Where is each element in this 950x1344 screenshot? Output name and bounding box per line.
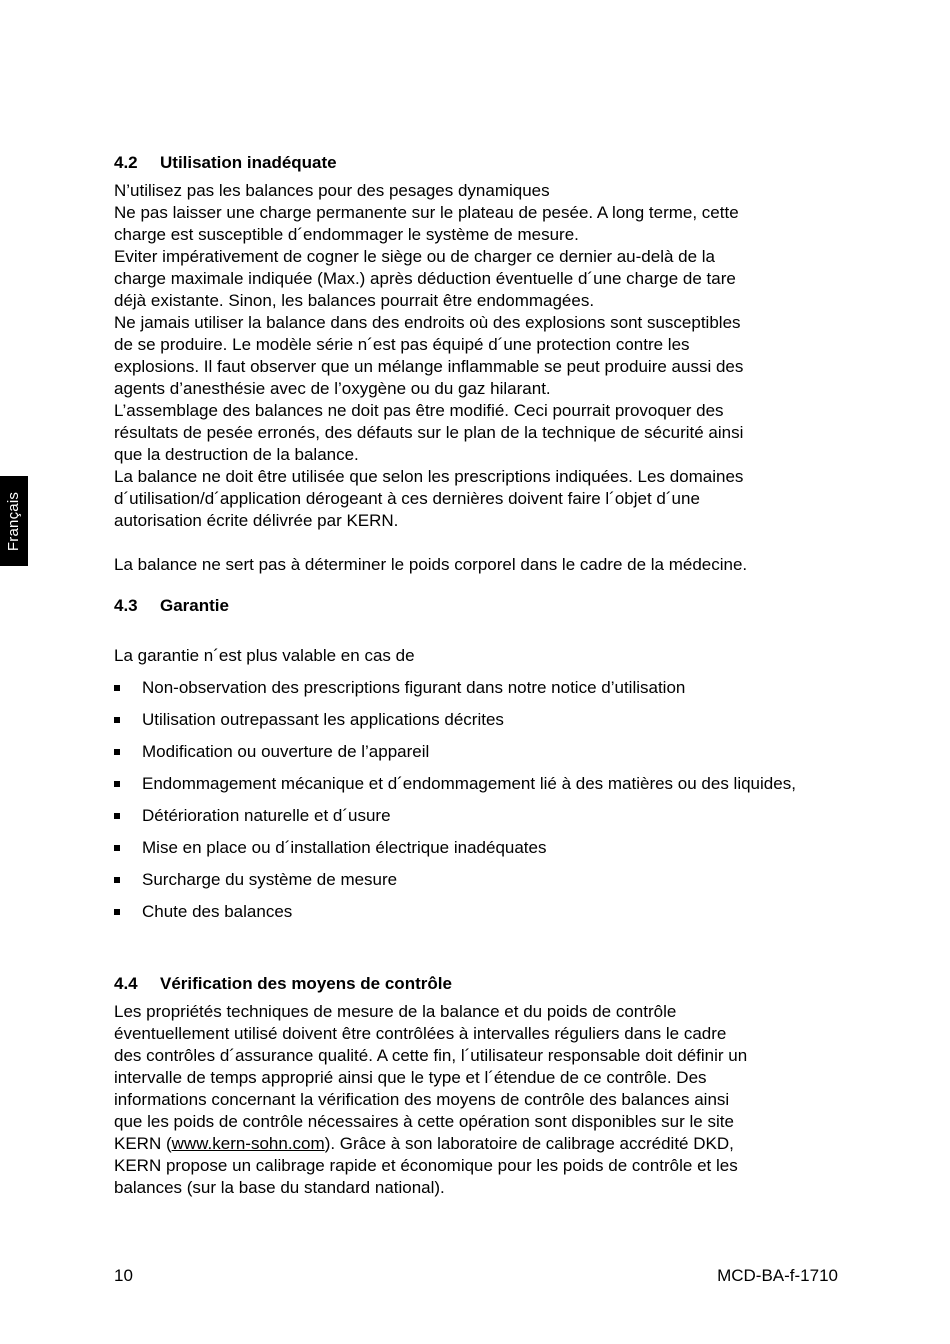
- bullet-icon: [114, 909, 120, 915]
- bullet-icon: [114, 877, 120, 883]
- paragraph-line: déjà existante. Sinon, les balances pourrait être endommagées.: [114, 291, 595, 310]
- paragraph-line: KERN propose un calibrage rapide et économique pour les poids de contrôle et les: [114, 1156, 738, 1175]
- paragraph-line: KERN (www.kern-sohn.com). Grâce à son laboratoire de calibrage accrédité DKD,: [114, 1134, 734, 1153]
- section-number: 4.3: [114, 596, 138, 615]
- kern-website-link[interactable]: www.kern-sohn.com: [171, 1134, 325, 1153]
- section-4-4-text: [114, 1001, 838, 1199]
- paragraph-line: que les poids de contrôle nécessaires à cette opération sont disponibles sur le site: [114, 1112, 734, 1131]
- paragraph-line: éventuellement utilisé doivent être contrôlées à intervalles réguliers dans le cadre: [114, 1024, 727, 1043]
- list-item: Non-observation des prescriptions figurant dans notre notice d’utilisation: [114, 677, 838, 699]
- section-title: Garantie: [160, 596, 229, 615]
- list-item: Mise en place ou d´installation électrique inadéquates: [114, 837, 838, 859]
- section-number: 4.4: [114, 974, 138, 993]
- paragraph-line: des contrôles d´assurance qualité. A cette fin, l´utilisateur responsable doit définir un: [114, 1046, 748, 1065]
- list-item: Surcharge du système de mesure: [114, 869, 838, 891]
- section-title: Vérification des moyens de contrôle: [160, 974, 452, 993]
- list-item: Modification ou ouverture de l’appareil: [114, 741, 838, 763]
- language-tab: [0, 476, 28, 566]
- section-heading-4-3: [114, 595, 838, 617]
- section-title: Utilisation inadéquate: [160, 153, 337, 172]
- language-tab-label: Français: [5, 491, 23, 551]
- paragraph-line: que la destruction de la balance.: [114, 445, 359, 464]
- paragraph-line: résultats de pesée erronés, des défauts sur le plan de la technique de sécurité ainsi: [114, 423, 744, 442]
- bullet-icon: [114, 749, 120, 755]
- paragraph-line: L’assemblage des balances ne doit pas être modifié. Ceci pourrait provoquer des: [114, 401, 724, 420]
- guarantee-list: [114, 677, 838, 923]
- bullet-icon: [114, 717, 120, 723]
- list-item: Chute des balances: [114, 901, 838, 923]
- paragraph-line: de se produire. Le modèle série n´est pas équipé d´une protection contre les: [114, 335, 690, 354]
- list-item: Endommagement mécanique et d´endommagement lié à des matières ou des liquides,: [114, 773, 838, 795]
- paragraph-line: d´utilisation/d´application dérogeant à ces dernières doivent faire l´objet d´une: [114, 489, 700, 508]
- bullet-icon: [114, 781, 120, 787]
- section-number: 4.2: [114, 153, 138, 172]
- guarantee-intro: La garantie n´est plus valable en cas de: [114, 646, 415, 665]
- document-body: [114, 152, 838, 1199]
- paragraph-line: charge est susceptible d´endommager le système de mesure.: [114, 225, 579, 244]
- bullet-icon: [114, 845, 120, 851]
- document-code: MCD-BA-f-1710: [717, 1266, 838, 1285]
- section-4-2-text: [114, 180, 838, 576]
- bullet-icon: [114, 685, 120, 691]
- paragraph-line: explosions. Il faut observer que un mélange inflammable se peut produire aussi des: [114, 357, 744, 376]
- page-footer: [114, 1266, 838, 1286]
- paragraph-line: intervalle de temps approprié ainsi que le type et l´étendue de ce contrôle. Des: [114, 1068, 707, 1087]
- paragraph-line: charge maximale indiquée (Max.) après déduction éventuelle d´une charge de tare: [114, 269, 736, 288]
- paragraph-line: agents d’anesthésie avec de l’oxygène ou du gaz hilarant.: [114, 379, 551, 398]
- paragraph-line: balances (sur la base du standard national).: [114, 1178, 445, 1197]
- paragraph-line: N’utilisez pas les balances pour des pesages dynamiques: [114, 181, 550, 200]
- paragraph-line: Les propriétés techniques de mesure de la balance et du poids de contrôle: [114, 1002, 677, 1021]
- paragraph-line: informations concernant la vérification des moyens de contrôle des balances ainsi: [114, 1090, 730, 1109]
- list-item: Détérioration naturelle et d´usure: [114, 805, 838, 827]
- final-note: La balance ne sert pas à déterminer le poids corporel dans le cadre de la médecine.: [114, 555, 748, 574]
- paragraph-line: Eviter impérativement de cogner le siège ou de charger ce dernier au-delà de la: [114, 247, 716, 266]
- section-heading-4-2: [114, 152, 838, 174]
- list-item: Utilisation outrepassant les applications décrites: [114, 709, 838, 731]
- bullet-icon: [114, 813, 120, 819]
- paragraph-line: Ne pas laisser une charge permanente sur le plateau de pesée. A long terme, cette: [114, 203, 739, 222]
- paragraph-line: La balance ne doit être utilisée que selon les prescriptions indiquées. Les domaines: [114, 467, 744, 486]
- paragraph-line: Ne jamais utiliser la balance dans des endroits où des explosions sont susceptibles: [114, 313, 741, 332]
- page-number: 10: [114, 1266, 133, 1285]
- section-heading-4-4: [114, 973, 838, 995]
- paragraph-line: autorisation écrite délivrée par KERN.: [114, 511, 399, 530]
